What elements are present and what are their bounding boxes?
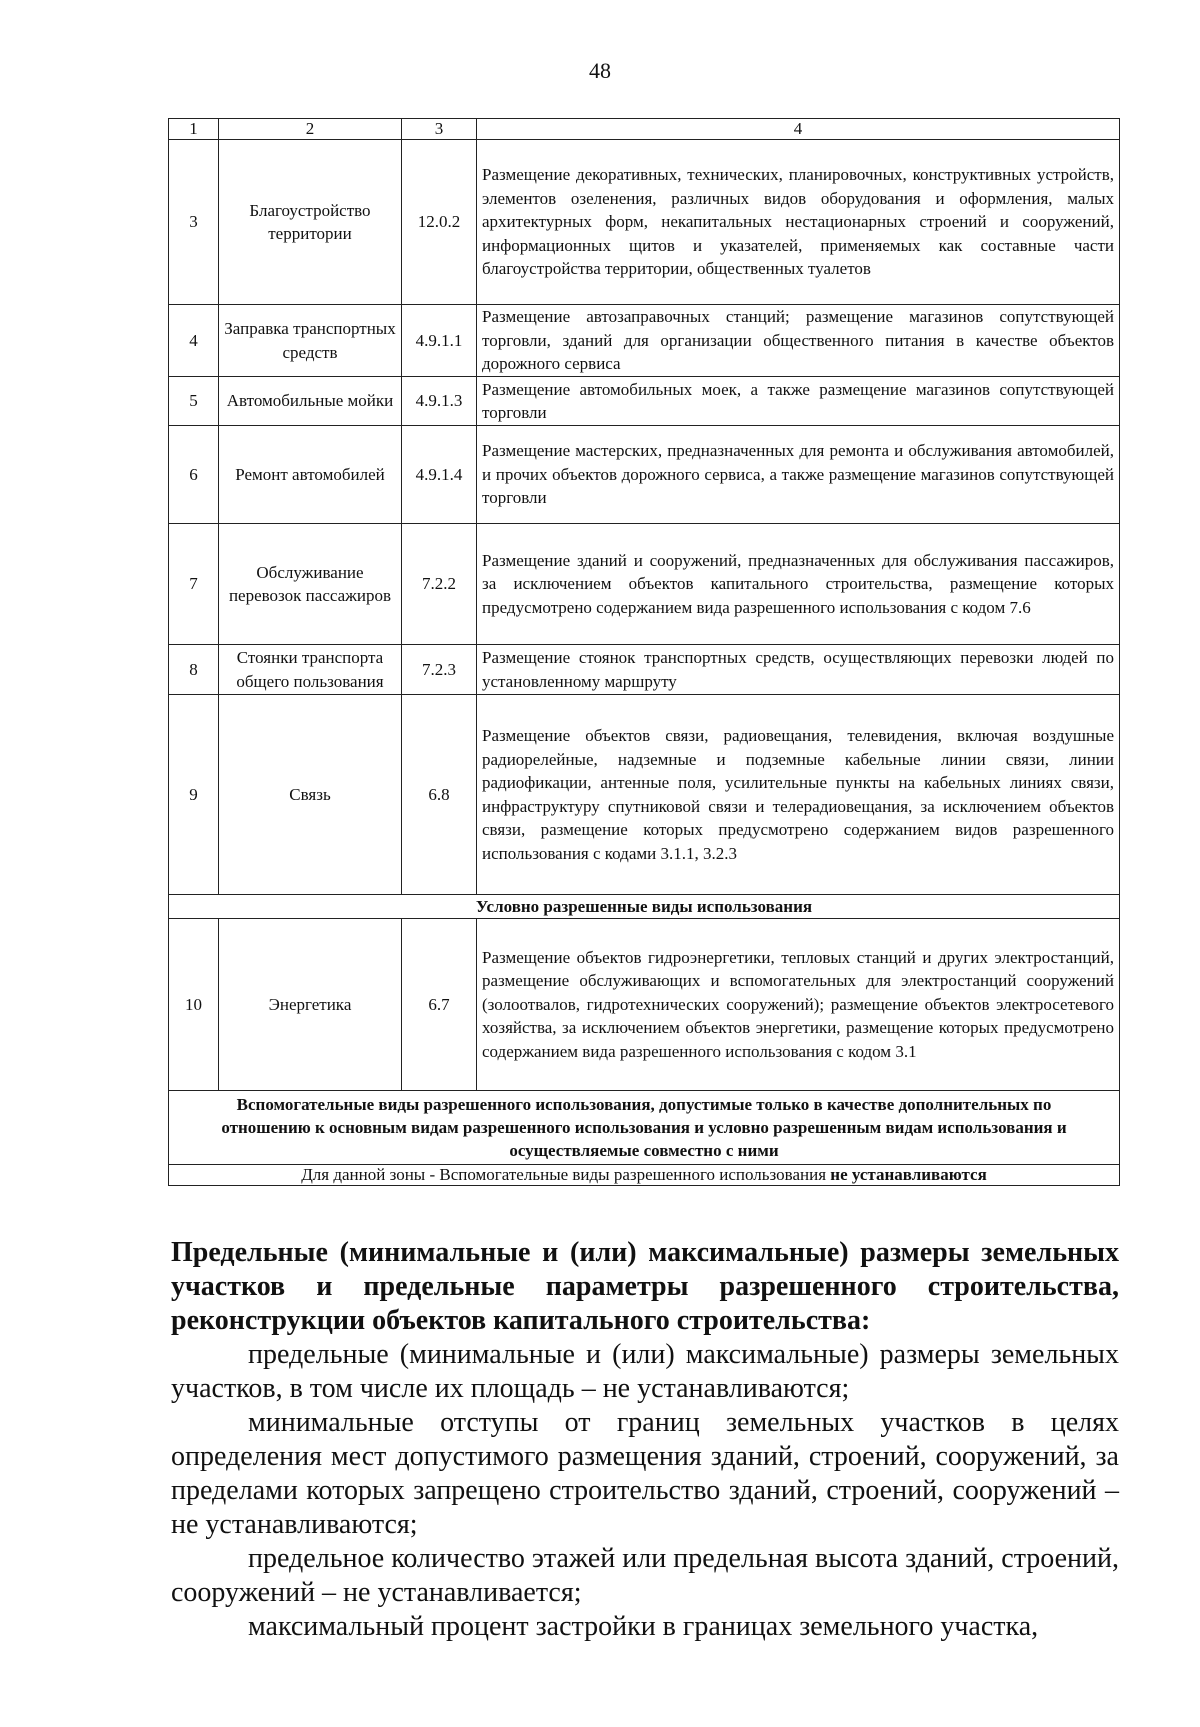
use-description: Размещение стоянок транспортных средств, осуществляющих перевозки людей по установленному маршруту [477,645,1120,695]
table-row [169,140,1120,305]
row-number: 3 [169,140,219,305]
parameter-paragraph: предельное количество этажей или предельная высота зданий, строений, сооружений – не устанавливается; [171,1543,1119,1608]
parameter-paragraph: минимальные отступы от границ земельных участков в целях определения мест допустимого размещения зданий, строений, сооружений, за пределами которых запрещено строительство зданий, строений, сооружений – не устанавливаются; [171,1407,1119,1540]
row-number: 7 [169,524,219,645]
use-code: 7.2.3 [402,645,477,695]
use-name: Благоустройство территории [219,140,402,305]
use-name: Автомобильные мойки [219,377,402,426]
table-row [169,377,1120,426]
use-name: Стоянки транспорта общего пользования [219,645,402,695]
use-code: 4.9.1.1 [402,305,477,377]
header-col-1: 1 [169,119,219,140]
header-col-4: 4 [477,119,1120,140]
table-row [169,524,1120,645]
use-code: 4.9.1.3 [402,377,477,426]
row-number: 4 [169,305,219,377]
table-row [169,919,1120,1091]
use-description: Размещение декоративных, технических, планировочных, конструктивных устройств, элементов озеленения, различных видов оборудования и оформления, малых архитектурных форм, некапитальных нестационарных строений и сооружений, информационных щитов и указателей, применяемых как составные части благоустройства территории, общественных туалетов [477,140,1120,305]
row-number: 10 [169,919,219,1091]
use-description: Размещение автозаправочных станций; размещение магазинов сопутствующей торговли, зданий для организации общественного питания в качестве объектов дорожного сервиса [477,305,1120,377]
table-row [169,305,1120,377]
section-heading-conditional [169,895,1120,919]
use-name: Заправка транспортных средств [219,305,402,377]
use-name: Энергетика [219,919,402,1091]
auxiliary-note-row [169,1165,1120,1186]
use-description: Размещение объектов гидроэнергетики, тепловых станций и других электростанций, размещение обслуживающих и вспомогательных для электростанций сооружений (золоотвалов, гидротехнических сооружений); размещение объектов электросетевого хозяйства, за исключением объектов энергетики, размещение которых предусмотрено содержанием вида разрешенного использования с кодом 3.1 [477,919,1120,1091]
parameters-section [171,1236,1119,1644]
table-row [169,426,1120,524]
row-number: 9 [169,695,219,895]
use-name: Ремонт автомобилей [219,426,402,524]
permitted-use-table [168,118,1120,1186]
use-code: 7.2.2 [402,524,477,645]
parameters-heading: Предельные (минимальные и (или) максимальные) размеры земельных участков и предельные параметры разрешенного строительства, реконструкции объектов капитального строительства: [171,1237,1119,1336]
row-number: 6 [169,426,219,524]
use-description: Размещение мастерских, предназначенных для ремонта и обслуживания автомобилей, и прочих объектов дорожного сервиса, а также размещение магазинов сопутствующей торговли [477,426,1120,524]
section-conditional-text: Условно разрешенные виды использования [169,895,1120,919]
row-number: 8 [169,645,219,695]
parameter-paragraph: максимальный процент застройки в границах земельного участка, [248,1611,1039,1642]
use-code: 6.8 [402,695,477,895]
use-code: 6.7 [402,919,477,1091]
section-heading-auxiliary [169,1091,1120,1165]
use-description: Размещение зданий и сооружений, предназначенных для обслуживания пассажиров, за исключением объектов капитального строительства, размещение которых предусмотрено содержанием вида разрешенного использования с кодом 7.6 [477,524,1120,645]
page-number: 48 [589,58,611,83]
auxiliary-note [169,1165,1120,1186]
use-description: Размещение автомобильных моек, а также размещение магазинов сопутствующей торговли [477,377,1120,426]
header-col-3: 3 [402,119,477,140]
section-auxiliary-text: Вспомогательные виды разрешенного использования, допустимые только в качестве дополнительных по отношению к основным видам разрешенного использования и условно разрешенным видам использования и осуществляемые совместно с ними [169,1091,1120,1165]
table-header-row [169,119,1120,140]
parameter-paragraph: предельные (минимальные и (или) максимальные) размеры земельных участков, в том числе их площадь – не устанавливаются; [171,1339,1119,1404]
use-name: Связь [219,695,402,895]
table-row [169,645,1120,695]
row-number: 5 [169,377,219,426]
use-code: 4.9.1.4 [402,426,477,524]
table-row [169,695,1120,895]
use-name: Обслуживание перевозок пассажиров [219,524,402,645]
use-description: Размещение объектов связи, радиовещания, телевидения, включая воздушные радиорелейные, надземные и подземные кабельные линии связи, линии радиофикации, антенные поля, усилительные пункты на кабельных линиях связи, инфраструктуру спутниковой связи и телерадиовещания, за исключением объектов связи, размещение которых предусмотрено содержанием видов разрешенного использования с кодами 3.1.1, 3.2.3 [477,695,1120,895]
note-bold: не устанавливаются [830,1165,987,1184]
header-col-2: 2 [219,119,402,140]
note-prefix: Для данной зоны - Вспомогательные виды разрешенного использования [301,1165,831,1184]
use-code: 12.0.2 [402,140,477,305]
